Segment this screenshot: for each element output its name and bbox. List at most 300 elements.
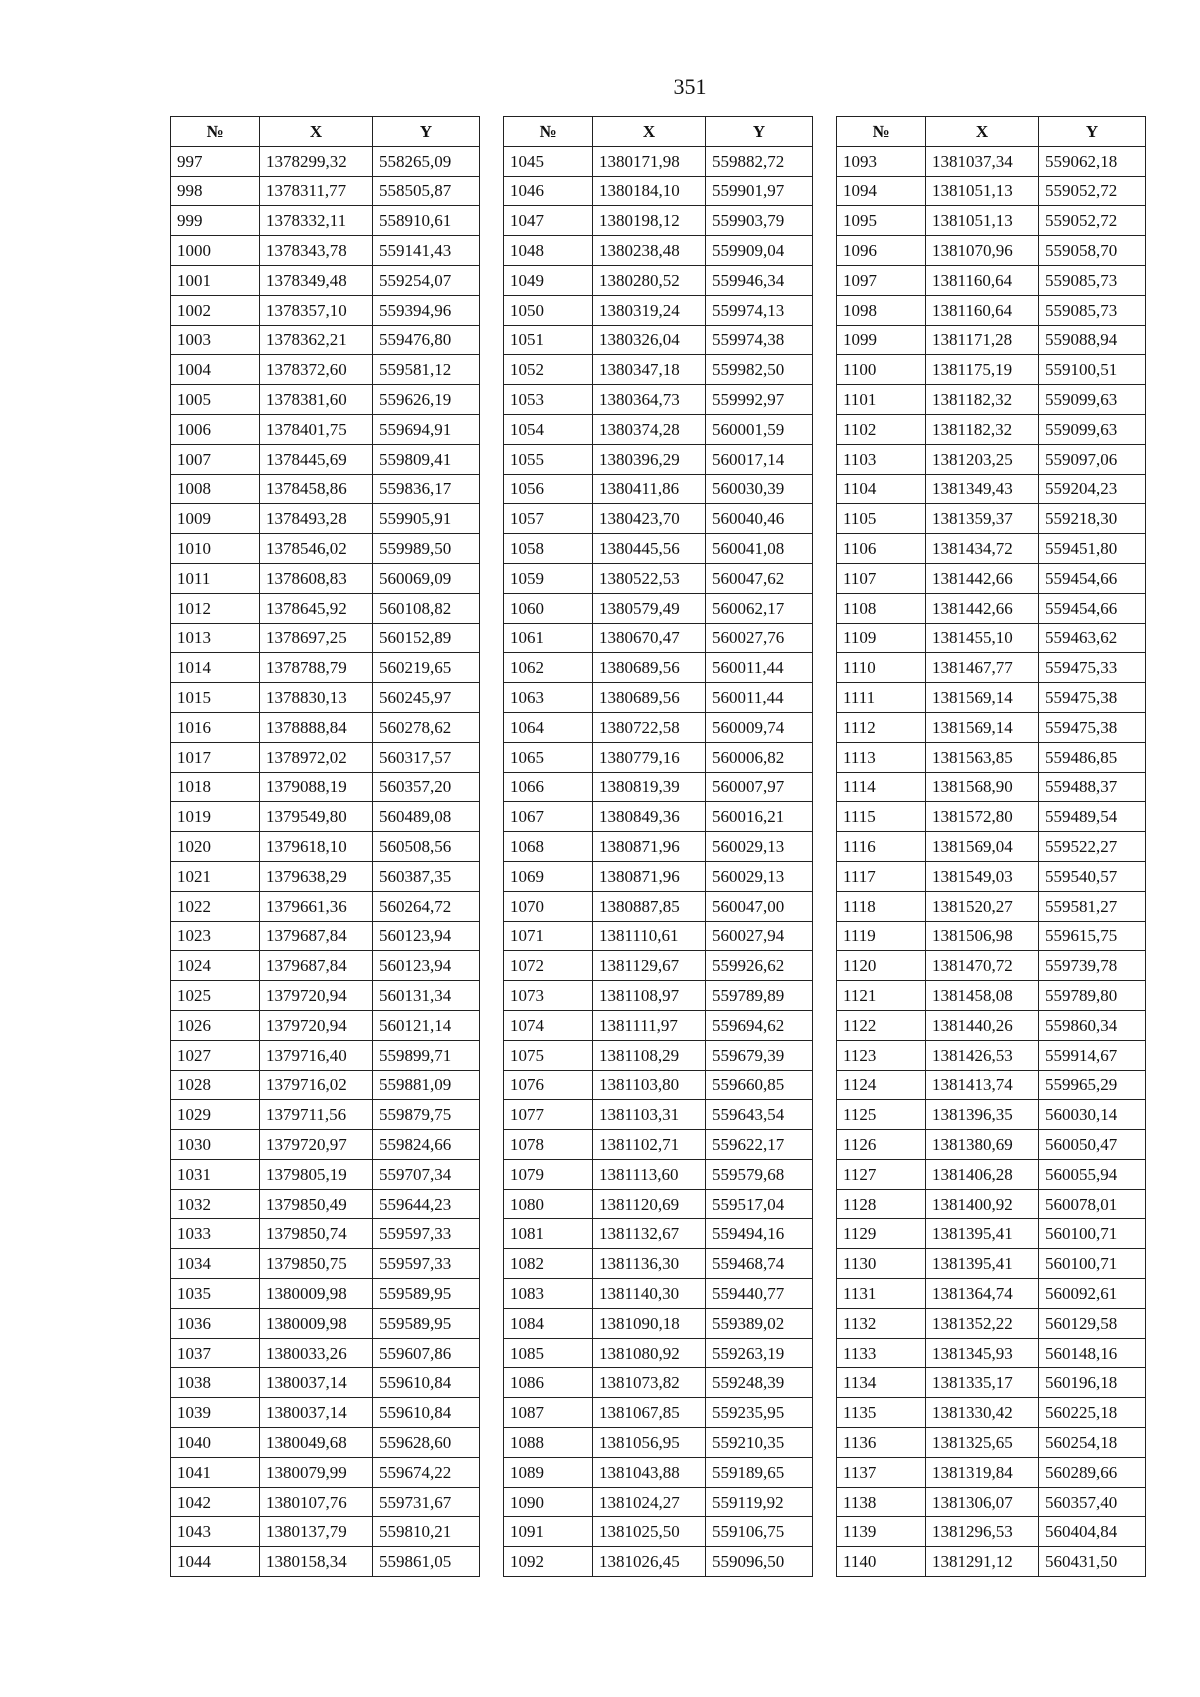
table-row <box>171 504 480 534</box>
x-coordinate-cell: 1378311,77 <box>260 176 373 206</box>
x-coordinate-cell: 1379720,97 <box>260 1130 373 1160</box>
y-coordinate-cell: 559589,95 <box>373 1279 480 1309</box>
x-coordinate-cell: 1381160,64 <box>926 295 1039 325</box>
x-coordinate-cell: 1378299,32 <box>260 146 373 176</box>
table-row <box>837 593 1146 623</box>
y-coordinate-cell: 560047,62 <box>706 563 813 593</box>
x-coordinate-cell: 1381051,13 <box>926 176 1039 206</box>
table-row <box>837 1368 1146 1398</box>
y-coordinate-cell: 559389,02 <box>706 1308 813 1338</box>
point-number-cell: 1121 <box>837 981 926 1011</box>
point-number-cell: 1005 <box>171 385 260 415</box>
x-coordinate-cell: 1381132,67 <box>593 1219 706 1249</box>
x-coordinate-cell: 1379850,49 <box>260 1189 373 1219</box>
table-row <box>171 176 480 206</box>
point-number-cell: 1130 <box>837 1249 926 1279</box>
table-row <box>837 1100 1146 1130</box>
table-row <box>504 265 813 295</box>
table-row <box>837 176 1146 206</box>
table-row <box>504 653 813 683</box>
x-coordinate-cell: 1378493,28 <box>260 504 373 534</box>
table-row <box>171 683 480 713</box>
point-number-cell: 1128 <box>837 1189 926 1219</box>
y-coordinate-cell: 560011,44 <box>706 683 813 713</box>
table-row <box>837 325 1146 355</box>
x-coordinate-cell: 1380396,29 <box>593 444 706 474</box>
table-row <box>837 742 1146 772</box>
x-coordinate-cell: 1380184,10 <box>593 176 706 206</box>
x-coordinate-cell: 1378349,48 <box>260 265 373 295</box>
table-row <box>837 385 1146 415</box>
point-number-cell: 1114 <box>837 772 926 802</box>
x-coordinate-cell: 1381458,08 <box>926 981 1039 1011</box>
x-coordinate-cell: 1378608,83 <box>260 563 373 593</box>
table-row <box>171 1368 480 1398</box>
table-row <box>504 1159 813 1189</box>
y-coordinate-cell: 560431,50 <box>1039 1547 1146 1577</box>
y-coordinate-cell: 559905,91 <box>373 504 480 534</box>
table-row <box>837 1457 1146 1487</box>
x-coordinate-cell: 1378362,21 <box>260 325 373 355</box>
table-row <box>171 981 480 1011</box>
x-coordinate-cell: 1380033,26 <box>260 1338 373 1368</box>
table-row <box>504 981 813 1011</box>
point-number-cell: 1069 <box>504 861 593 891</box>
y-coordinate-cell: 559809,41 <box>373 444 480 474</box>
y-coordinate-cell: 559204,23 <box>1039 474 1146 504</box>
table-row <box>837 921 1146 951</box>
coordinate-table <box>503 116 813 1577</box>
point-number-cell: 1022 <box>171 891 260 921</box>
point-number-cell: 1073 <box>504 981 593 1011</box>
x-coordinate-cell: 1378458,86 <box>260 474 373 504</box>
x-coordinate-cell: 1380423,70 <box>593 504 706 534</box>
y-coordinate-cell: 559731,67 <box>373 1487 480 1517</box>
point-number-cell: 1112 <box>837 712 926 742</box>
x-coordinate-cell: 1379088,19 <box>260 772 373 802</box>
y-coordinate-cell: 560007,97 <box>706 772 813 802</box>
point-number-cell: 1097 <box>837 265 926 295</box>
x-coordinate-cell: 1381051,13 <box>926 206 1039 236</box>
point-number-cell: 1115 <box>837 802 926 832</box>
column-header-y-coordinate: Y <box>1039 117 1146 147</box>
table-row <box>837 1338 1146 1368</box>
y-coordinate-cell: 559085,73 <box>1039 295 1146 325</box>
x-coordinate-cell: 1380779,16 <box>593 742 706 772</box>
point-number-cell: 1104 <box>837 474 926 504</box>
x-coordinate-cell: 1381025,50 <box>593 1517 706 1547</box>
page-number: 351 <box>673 74 707 99</box>
x-coordinate-cell: 1381569,14 <box>926 712 1039 742</box>
table-row <box>504 891 813 921</box>
table-row <box>504 1040 813 1070</box>
y-coordinate-cell: 560030,14 <box>1039 1100 1146 1130</box>
point-number-cell: 1027 <box>171 1040 260 1070</box>
y-coordinate-cell: 559254,07 <box>373 265 480 295</box>
table-row <box>837 265 1146 295</box>
table-row <box>171 1249 480 1279</box>
x-coordinate-cell: 1378357,10 <box>260 295 373 325</box>
x-coordinate-cell: 1381434,72 <box>926 534 1039 564</box>
table-row <box>171 802 480 832</box>
y-coordinate-cell: 559486,85 <box>1039 742 1146 772</box>
point-number-cell: 1032 <box>171 1189 260 1219</box>
point-number-cell: 1038 <box>171 1368 260 1398</box>
x-coordinate-cell: 1381026,45 <box>593 1547 706 1577</box>
table-row <box>837 1547 1146 1577</box>
y-coordinate-cell: 558910,61 <box>373 206 480 236</box>
y-coordinate-cell: 560264,72 <box>373 891 480 921</box>
point-number-cell: 1106 <box>837 534 926 564</box>
point-number-cell: 1098 <box>837 295 926 325</box>
table-row <box>837 1517 1146 1547</box>
y-coordinate-cell: 559607,86 <box>373 1338 480 1368</box>
y-coordinate-cell: 559454,66 <box>1039 563 1146 593</box>
y-coordinate-cell: 559901,97 <box>706 176 813 206</box>
point-number-cell: 1077 <box>504 1100 593 1130</box>
table-row <box>504 1308 813 1338</box>
point-number-cell: 1070 <box>504 891 593 921</box>
column-header-point-number: № <box>837 117 926 147</box>
point-number-cell: 1081 <box>504 1219 593 1249</box>
y-coordinate-cell: 559100,51 <box>1039 355 1146 385</box>
table-row <box>171 861 480 891</box>
y-coordinate-cell: 560152,89 <box>373 623 480 653</box>
point-number-cell: 1020 <box>171 832 260 862</box>
y-coordinate-cell: 559475,38 <box>1039 683 1146 713</box>
point-number-cell: 1019 <box>171 802 260 832</box>
y-coordinate-cell: 560092,61 <box>1039 1279 1146 1309</box>
x-coordinate-cell: 1380049,68 <box>260 1428 373 1458</box>
point-number-cell: 1009 <box>171 504 260 534</box>
x-coordinate-cell: 1381080,92 <box>593 1338 706 1368</box>
y-coordinate-cell: 560508,56 <box>373 832 480 862</box>
y-coordinate-cell: 559909,04 <box>706 236 813 266</box>
x-coordinate-cell: 1381569,14 <box>926 683 1039 713</box>
table-row <box>504 921 813 951</box>
point-number-cell: 1059 <box>504 563 593 593</box>
point-number-cell: 1078 <box>504 1130 593 1160</box>
x-coordinate-cell: 1381171,28 <box>926 325 1039 355</box>
y-coordinate-cell: 559674,22 <box>373 1457 480 1487</box>
point-number-cell: 1122 <box>837 1010 926 1040</box>
y-coordinate-cell: 560317,57 <box>373 742 480 772</box>
y-coordinate-cell: 560040,46 <box>706 504 813 534</box>
point-number-cell: 1096 <box>837 236 926 266</box>
point-number-cell: 1113 <box>837 742 926 772</box>
y-coordinate-cell: 559879,75 <box>373 1100 480 1130</box>
y-coordinate-cell: 559052,72 <box>1039 206 1146 236</box>
x-coordinate-cell: 1381182,32 <box>926 385 1039 415</box>
point-number-cell: 1046 <box>504 176 593 206</box>
point-number-cell: 1072 <box>504 951 593 981</box>
y-coordinate-cell: 559597,33 <box>373 1249 480 1279</box>
x-coordinate-cell: 1381569,04 <box>926 832 1039 862</box>
table-row <box>504 414 813 444</box>
y-coordinate-cell: 559189,65 <box>706 1457 813 1487</box>
point-number-cell: 1008 <box>171 474 260 504</box>
x-coordinate-cell: 1381442,66 <box>926 563 1039 593</box>
y-coordinate-cell: 559628,60 <box>373 1428 480 1458</box>
table-row <box>837 414 1146 444</box>
y-coordinate-cell: 559861,05 <box>373 1547 480 1577</box>
point-number-cell: 1033 <box>171 1219 260 1249</box>
table-row <box>837 504 1146 534</box>
point-number-cell: 997 <box>171 146 260 176</box>
y-coordinate-cell: 559789,89 <box>706 981 813 1011</box>
table-row <box>504 236 813 266</box>
x-coordinate-cell: 1380107,76 <box>260 1487 373 1517</box>
x-coordinate-cell: 1381549,03 <box>926 861 1039 891</box>
point-number-cell: 1055 <box>504 444 593 474</box>
table-header-row <box>171 117 480 147</box>
x-coordinate-cell: 1380171,98 <box>593 146 706 176</box>
point-number-cell: 1067 <box>504 802 593 832</box>
point-number-cell: 1132 <box>837 1308 926 1338</box>
x-coordinate-cell: 1380347,18 <box>593 355 706 385</box>
x-coordinate-cell: 1381455,10 <box>926 623 1039 653</box>
x-coordinate-cell: 1381442,66 <box>926 593 1039 623</box>
x-coordinate-cell: 1381108,97 <box>593 981 706 1011</box>
x-coordinate-cell: 1381306,07 <box>926 1487 1039 1517</box>
x-coordinate-cell: 1380871,96 <box>593 861 706 891</box>
x-coordinate-cell: 1378788,79 <box>260 653 373 683</box>
y-coordinate-cell: 559097,06 <box>1039 444 1146 474</box>
column-header-x-coordinate: X <box>926 117 1039 147</box>
x-coordinate-cell: 1381352,22 <box>926 1308 1039 1338</box>
table-row <box>171 1100 480 1130</box>
table-row <box>171 1130 480 1160</box>
column-header-point-number: № <box>171 117 260 147</box>
y-coordinate-cell: 559235,95 <box>706 1398 813 1428</box>
y-coordinate-cell: 559579,68 <box>706 1159 813 1189</box>
x-coordinate-cell: 1379618,10 <box>260 832 373 862</box>
y-coordinate-cell: 559660,85 <box>706 1070 813 1100</box>
point-number-cell: 1051 <box>504 325 593 355</box>
x-coordinate-cell: 1381440,26 <box>926 1010 1039 1040</box>
x-coordinate-cell: 1379805,19 <box>260 1159 373 1189</box>
point-number-cell: 1016 <box>171 712 260 742</box>
table-row <box>171 832 480 862</box>
y-coordinate-cell: 559982,50 <box>706 355 813 385</box>
point-number-cell: 1107 <box>837 563 926 593</box>
x-coordinate-cell: 1381296,53 <box>926 1517 1039 1547</box>
table-row <box>504 712 813 742</box>
x-coordinate-cell: 1380411,86 <box>593 474 706 504</box>
point-number-cell: 1071 <box>504 921 593 951</box>
column-header-x-coordinate: X <box>260 117 373 147</box>
x-coordinate-cell: 1381319,84 <box>926 1457 1039 1487</box>
y-coordinate-cell: 559119,92 <box>706 1487 813 1517</box>
x-coordinate-cell: 1378546,02 <box>260 534 373 564</box>
x-coordinate-cell: 1380689,56 <box>593 653 706 683</box>
table-row <box>504 1487 813 1517</box>
table-row <box>171 1070 480 1100</box>
table-row <box>504 176 813 206</box>
table-row <box>504 325 813 355</box>
y-coordinate-cell: 560100,71 <box>1039 1219 1146 1249</box>
point-number-cell: 1075 <box>504 1040 593 1070</box>
table-row <box>837 1279 1146 1309</box>
table-row <box>504 1100 813 1130</box>
x-coordinate-cell: 1378372,60 <box>260 355 373 385</box>
table-row <box>504 1457 813 1487</box>
point-number-cell: 1007 <box>171 444 260 474</box>
y-coordinate-cell: 559903,79 <box>706 206 813 236</box>
y-coordinate-cell: 559810,21 <box>373 1517 480 1547</box>
point-number-cell: 1014 <box>171 653 260 683</box>
table-row <box>504 1010 813 1040</box>
x-coordinate-cell: 1381024,27 <box>593 1487 706 1517</box>
y-coordinate-cell: 560225,18 <box>1039 1398 1146 1428</box>
point-number-cell: 1095 <box>837 206 926 236</box>
y-coordinate-cell: 560029,13 <box>706 832 813 862</box>
x-coordinate-cell: 1381413,74 <box>926 1070 1039 1100</box>
point-number-cell: 1092 <box>504 1547 593 1577</box>
table-row <box>504 474 813 504</box>
y-coordinate-cell: 559610,84 <box>373 1398 480 1428</box>
x-coordinate-cell: 1378645,92 <box>260 593 373 623</box>
y-coordinate-cell: 559476,80 <box>373 325 480 355</box>
x-coordinate-cell: 1379687,84 <box>260 921 373 951</box>
x-coordinate-cell: 1381349,43 <box>926 474 1039 504</box>
y-coordinate-cell: 559694,62 <box>706 1010 813 1040</box>
table-row <box>171 1428 480 1458</box>
x-coordinate-cell: 1379638,29 <box>260 861 373 891</box>
y-coordinate-cell: 560123,94 <box>373 951 480 981</box>
x-coordinate-cell: 1381103,31 <box>593 1100 706 1130</box>
table-row <box>171 1398 480 1428</box>
x-coordinate-cell: 1379720,94 <box>260 1010 373 1040</box>
x-coordinate-cell: 1379850,75 <box>260 1249 373 1279</box>
x-coordinate-cell: 1380445,56 <box>593 534 706 564</box>
y-coordinate-cell: 559615,75 <box>1039 921 1146 951</box>
table-row <box>837 146 1146 176</box>
table-row <box>171 534 480 564</box>
x-coordinate-cell: 1378381,60 <box>260 385 373 415</box>
table-row <box>837 1130 1146 1160</box>
point-number-cell: 1026 <box>171 1010 260 1040</box>
table-row <box>171 355 480 385</box>
table-row <box>171 1189 480 1219</box>
x-coordinate-cell: 1381291,12 <box>926 1547 1039 1577</box>
table-row <box>837 1219 1146 1249</box>
table-row <box>837 1040 1146 1070</box>
y-coordinate-cell: 560047,00 <box>706 891 813 921</box>
point-number-cell: 1131 <box>837 1279 926 1309</box>
table-row <box>837 891 1146 921</box>
y-coordinate-cell: 559488,37 <box>1039 772 1146 802</box>
point-number-cell: 1063 <box>504 683 593 713</box>
point-number-cell: 1116 <box>837 832 926 862</box>
point-number-cell: 1047 <box>504 206 593 236</box>
point-number-cell: 1135 <box>837 1398 926 1428</box>
coordinate-table <box>170 116 480 1577</box>
y-coordinate-cell: 560219,65 <box>373 653 480 683</box>
point-number-cell: 1044 <box>171 1547 260 1577</box>
point-number-cell: 1091 <box>504 1517 593 1547</box>
point-number-cell: 1058 <box>504 534 593 564</box>
x-coordinate-cell: 1379711,56 <box>260 1100 373 1130</box>
table-row <box>504 1428 813 1458</box>
x-coordinate-cell: 1380280,52 <box>593 265 706 295</box>
table-row <box>171 414 480 444</box>
y-coordinate-cell: 560100,71 <box>1039 1249 1146 1279</box>
table-row <box>504 444 813 474</box>
y-coordinate-cell: 559099,63 <box>1039 385 1146 415</box>
table-row <box>504 861 813 891</box>
column-header-y-coordinate: Y <box>373 117 480 147</box>
x-coordinate-cell: 1380009,98 <box>260 1308 373 1338</box>
y-coordinate-cell: 560387,35 <box>373 861 480 891</box>
x-coordinate-cell: 1381182,32 <box>926 414 1039 444</box>
y-coordinate-cell: 559062,18 <box>1039 146 1146 176</box>
table-row <box>504 1279 813 1309</box>
point-number-cell: 1035 <box>171 1279 260 1309</box>
table-row <box>171 1457 480 1487</box>
table-row <box>504 623 813 653</box>
point-number-cell: 1000 <box>171 236 260 266</box>
point-number-cell: 1082 <box>504 1249 593 1279</box>
y-coordinate-cell: 559914,67 <box>1039 1040 1146 1070</box>
table-row <box>504 593 813 623</box>
x-coordinate-cell: 1380722,58 <box>593 712 706 742</box>
x-coordinate-cell: 1381120,69 <box>593 1189 706 1219</box>
point-number-cell: 1004 <box>171 355 260 385</box>
table-row <box>504 951 813 981</box>
x-coordinate-cell: 1381043,88 <box>593 1457 706 1487</box>
table-row <box>171 444 480 474</box>
point-number-cell: 1086 <box>504 1368 593 1398</box>
y-coordinate-cell: 559836,17 <box>373 474 480 504</box>
y-coordinate-cell: 560357,20 <box>373 772 480 802</box>
table-row <box>837 1487 1146 1517</box>
y-coordinate-cell: 559965,29 <box>1039 1070 1146 1100</box>
x-coordinate-cell: 1381103,80 <box>593 1070 706 1100</box>
point-number-cell: 1087 <box>504 1398 593 1428</box>
x-coordinate-cell: 1378888,84 <box>260 712 373 742</box>
x-coordinate-cell: 1380849,36 <box>593 802 706 832</box>
point-number-cell: 1101 <box>837 385 926 415</box>
y-coordinate-cell: 559589,95 <box>373 1308 480 1338</box>
table-row <box>171 951 480 981</box>
y-coordinate-cell: 559989,50 <box>373 534 480 564</box>
table-row <box>837 534 1146 564</box>
table-row <box>171 593 480 623</box>
table-row <box>837 474 1146 504</box>
point-number-cell: 1126 <box>837 1130 926 1160</box>
point-number-cell: 1084 <box>504 1308 593 1338</box>
y-coordinate-cell: 559581,12 <box>373 355 480 385</box>
point-number-cell: 1018 <box>171 772 260 802</box>
point-number-cell: 1025 <box>171 981 260 1011</box>
x-coordinate-cell: 1381110,61 <box>593 921 706 951</box>
point-number-cell: 1125 <box>837 1100 926 1130</box>
y-coordinate-cell: 560489,08 <box>373 802 480 832</box>
x-coordinate-cell: 1381325,65 <box>926 1428 1039 1458</box>
point-number-cell: 1052 <box>504 355 593 385</box>
table-row <box>837 236 1146 266</box>
x-coordinate-cell: 1381568,90 <box>926 772 1039 802</box>
table-row <box>171 1517 480 1547</box>
table-header-row <box>837 117 1146 147</box>
table-row <box>171 1338 480 1368</box>
x-coordinate-cell: 1380319,24 <box>593 295 706 325</box>
table-row <box>837 1308 1146 1338</box>
y-coordinate-cell: 559141,43 <box>373 236 480 266</box>
y-coordinate-cell: 560016,21 <box>706 802 813 832</box>
x-coordinate-cell: 1381111,97 <box>593 1010 706 1040</box>
